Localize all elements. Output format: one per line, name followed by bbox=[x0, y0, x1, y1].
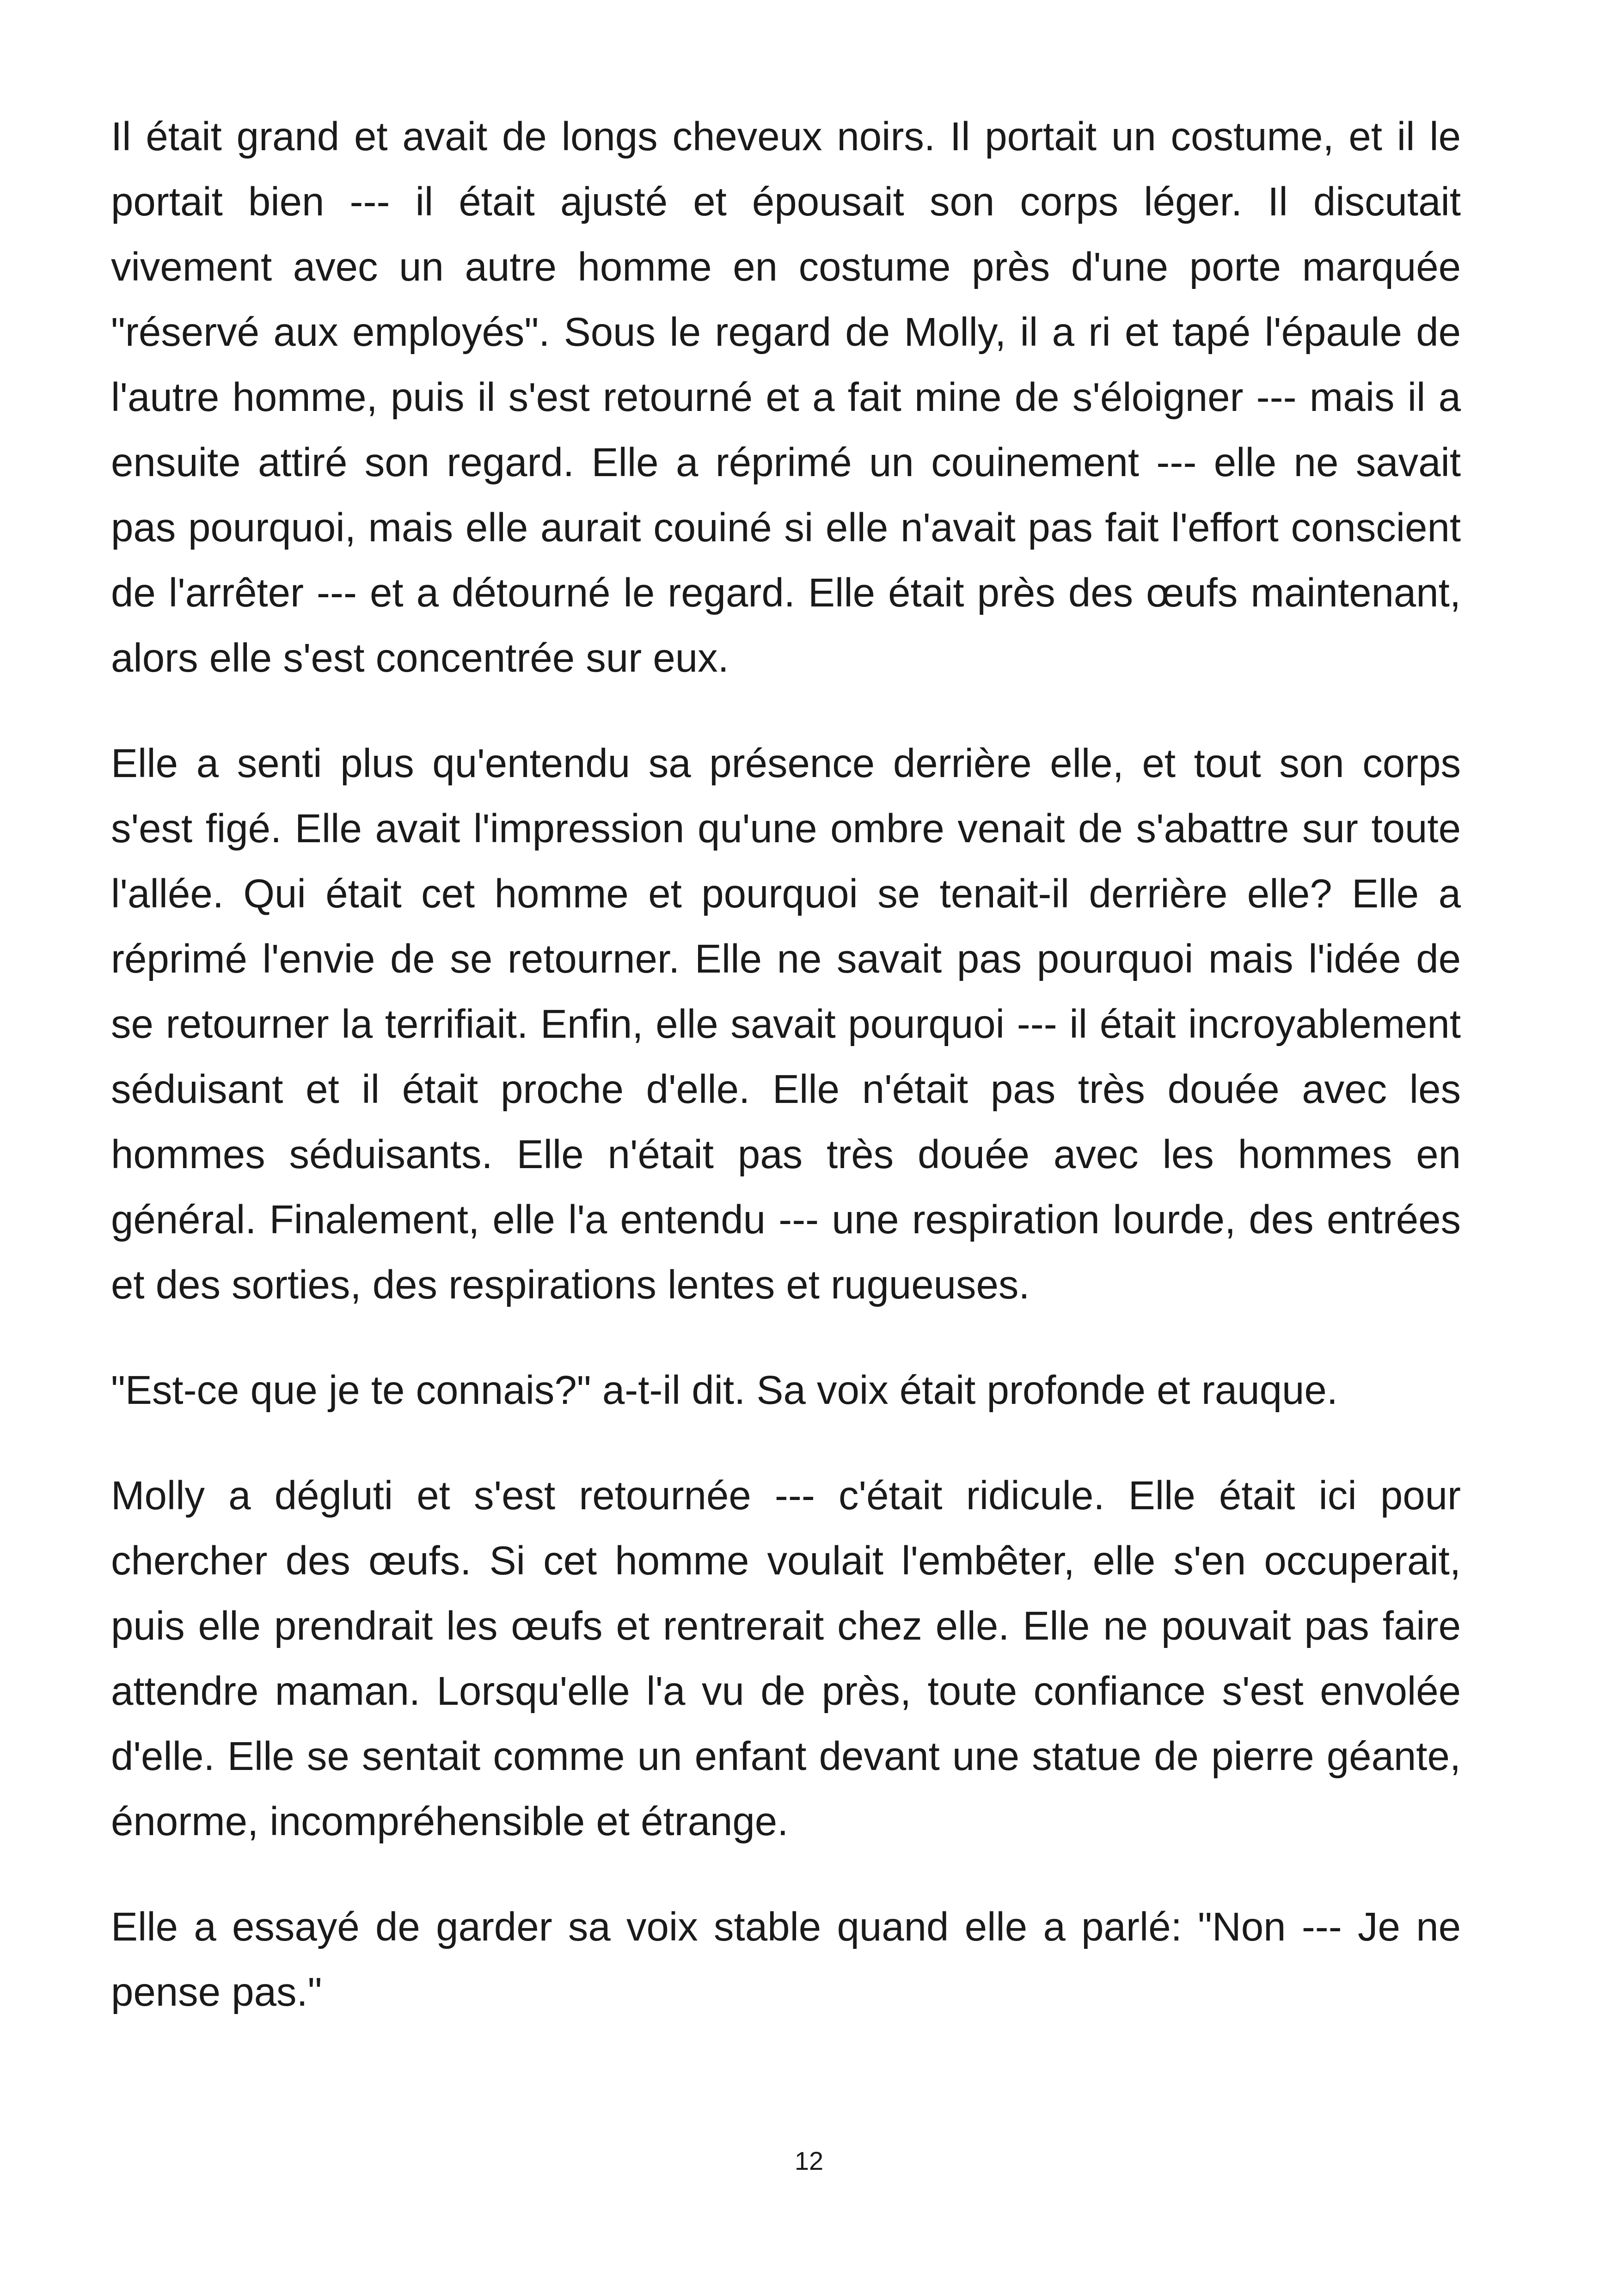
body-text bbox=[111, 104, 1461, 2065]
paragraph-2: Elle a senti plus qu'entendu sa présence derrière elle, et tout son corps s'est figé. Elle avait l'impression qu'une ombre venait de s'abattre sur toute l'allée. Qui était cet homme et pourquoi se tenait-il derrière elle? Elle a réprimé l'envie de se retourner. Elle ne savait pas pourquoi mais l'idée de se retourner la terrifiait. Enfin, elle savait pourquoi --- il était incroyablement séduisant et il était proche d'elle. Elle n'était pas très douée avec les hommes séduisants. Elle n'était pas très douée avec les hommes en général. Finalement, elle l'a entendu --- une respiration lourde, des entrées et des sorties, des respirations lentes et rugueuses. bbox=[111, 741, 1461, 1307]
paragraph-4: Molly a dégluti et s'est retournée --- c'était ridicule. Elle était ici pour chercher des œufs. Si cet homme voulait l'embêter, elle s'en occuperait, puis elle prendrait les œufs et rentrerait chez elle. Elle ne pouvait pas faire attendre maman. Lorsqu'elle l'a vu de près, toute confiance s'est envolée d'elle. Elle se sentait comme un enfant devant une statue de pierre géante, énorme, incompréhensible et étrange. bbox=[111, 1473, 1461, 1844]
page-number: 12 bbox=[794, 2146, 824, 2175]
paragraph-1: Il était grand et avait de longs cheveux noirs. Il portait un costume, et il le portait bien --- il était ajusté et épousait son corps léger. Il discutait vivement avec un autre homme en costume près d'une porte marquée "réservé aux employés". Sous le regard de Molly, il a ri et tapé l'épaule de l'autre homme, puis il s'est retourné et a fait mine de s'éloigner --- mais il a ensuite attiré son regard. Elle a réprimé un couinement --- elle ne savait pas pourquoi, mais elle aurait couiné si elle n'avait pas fait l'effort conscient de l'arrêter --- et a détourné le regard. Elle était près des œufs maintenant, alors elle s'est concentrée sur eux. bbox=[111, 114, 1461, 680]
paragraph-5: Elle a essayé de garder sa voix stable quand elle a parlé: "Non --- Je ne pense pas." bbox=[111, 1904, 1461, 2014]
paragraph-3: "Est-ce que je te connais?" a-t-il dit. Sa voix était profonde et rauque. bbox=[111, 1368, 1338, 1413]
